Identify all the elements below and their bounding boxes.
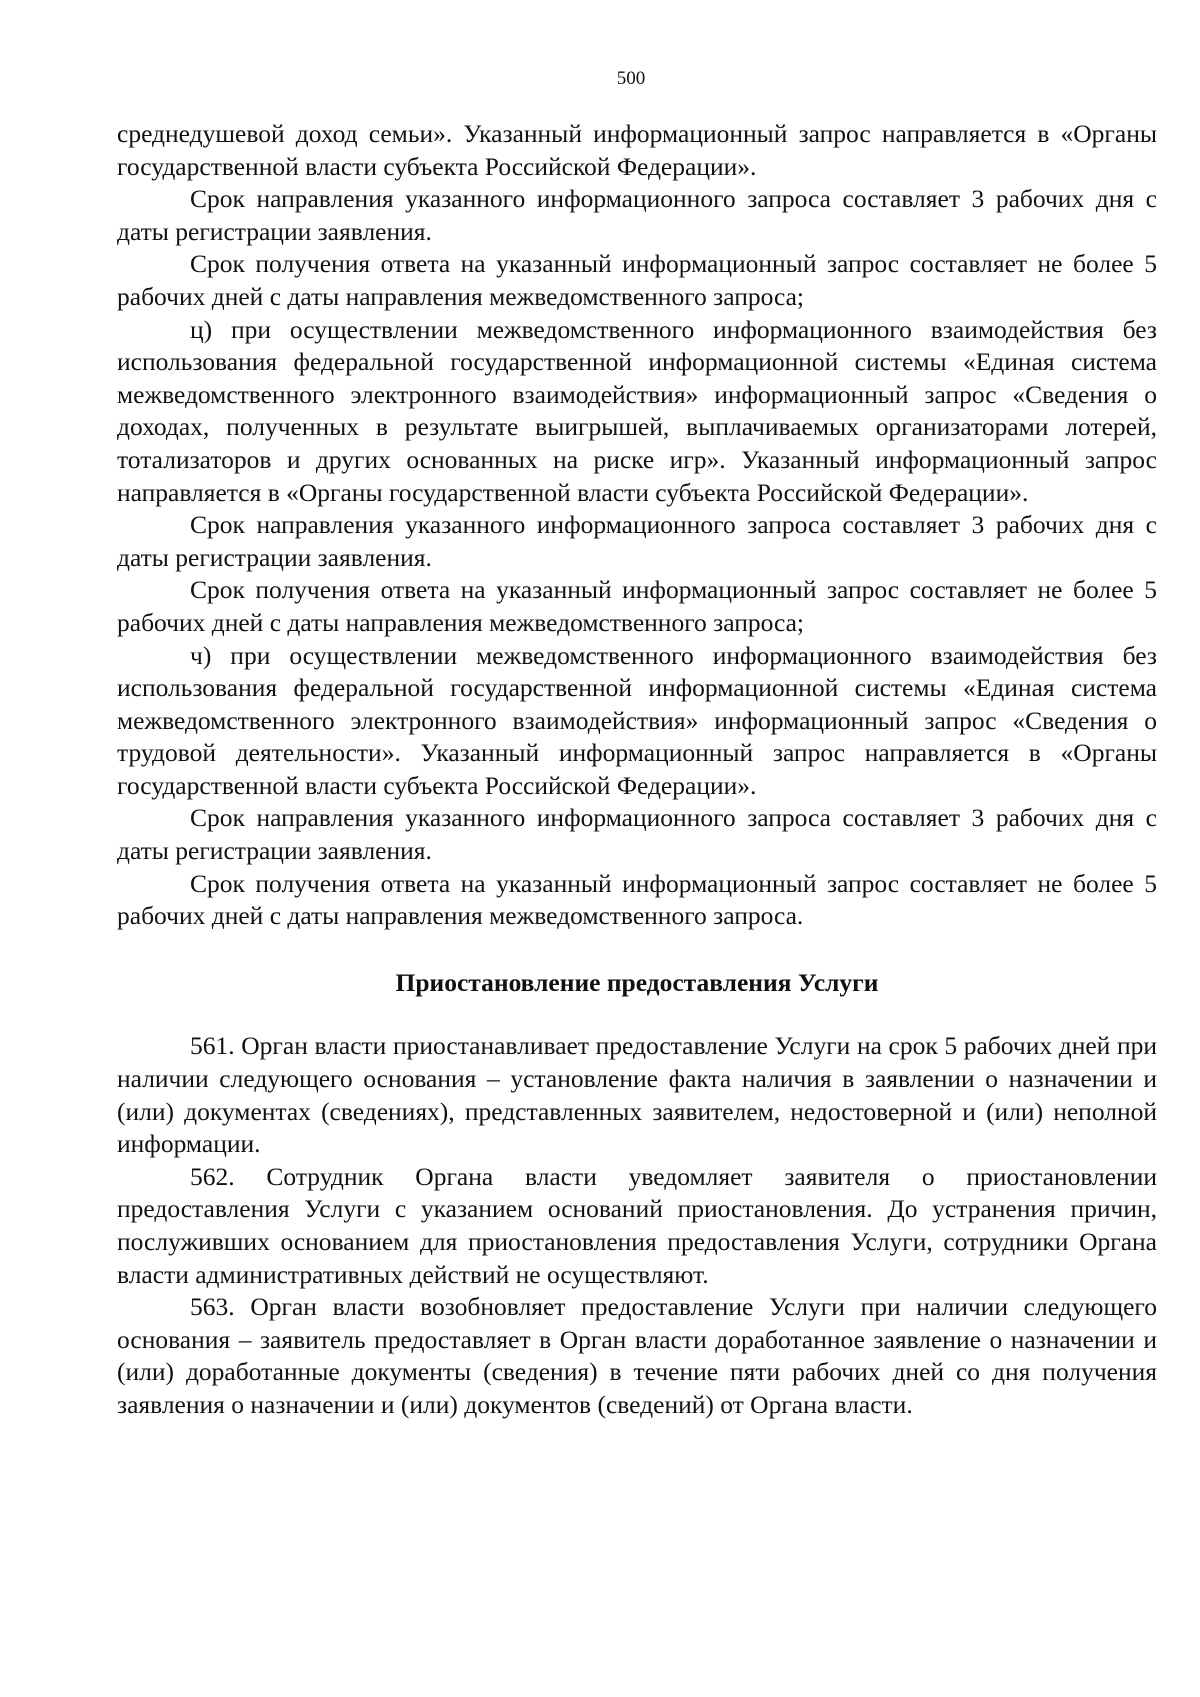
paragraph-continuation: среднедушевой доход семьи». Указанный информационный запрос направляется в «Органы государственной власти субъекта Российской Федерации». — [117, 119, 1157, 181]
paragraph: Срок направления указанного информационного запроса составляет 3 рабочих дня с даты регистрации заявления. — [117, 184, 1157, 246]
paragraph: Срок направления указанного информационного запроса составляет 3 рабочих дня с даты регистрации заявления. — [117, 510, 1157, 572]
paragraph: Срок получения ответа на указанный информационный запрос составляет не более 5 рабочих дней с даты направления межведомственного запроса. — [117, 868, 1157, 931]
paragraph-562: 562. Сотрудник Органа власти уведомляет заявителя о приостановлении предоставления Услуги с указанием оснований приостановления. До устранения причин, послуживших основанием для приостановления предоставления Услуги, сотрудники Органа власти административных действий не осуществляют. — [117, 1161, 1157, 1289]
paragraph: Срок получения ответа на указанный информационный запрос составляет не более 5 рабочих дней с даты направления межведомственного запроса; — [117, 575, 1157, 637]
paragraph-561: 561. Орган власти приостанавливает предоставление Услуги на срок 5 рабочих дней при наличии следующего основания – установление факта наличия в заявлении о назначении и (или) документах (сведениях), представленных заявителем, недостоверной и (или) неполной информации. — [117, 1031, 1157, 1159]
paragraph-563: 563. Орган власти возобновляет предоставление Услуги при наличии следующего основания – заявитель предоставляет в Орган власти доработанное заявление о назначении и (или) доработанные документы (сведения) в течение пяти рабочих дней со дня получения заявления о назначении и (или) документов (сведений) от Органа власти. — [117, 1292, 1157, 1419]
page-number: 500 — [616, 68, 646, 89]
document-body — [117, 118, 1157, 1422]
paragraph-item-ts: ц) при осуществлении межведомственного информационного взаимодействия без использования федеральной государственной информационной системы «Единая система межведомственного электронного взаимодействия» информационный запрос «Сведения о доходах, полученных в результате выигрышей, выплачиваемых организаторами лотерей, тотализаторов и других основанных на риске игр». Указанный информационный запрос направляется в «Органы государственной власти субъекта Российской Федерации». — [117, 314, 1157, 507]
section-heading: Приостановление предоставления Услуги — [395, 967, 879, 997]
paragraph: Срок получения ответа на указанный информационный запрос составляет не более 5 рабочих дней с даты направления межведомственного запроса; — [117, 249, 1157, 311]
paragraph-item-ch: ч) при осуществлении межведомственного информационного взаимодействия без использования федеральной государственной информационной системы «Единая система межведомственного электронного взаимодействия» информационный запрос «Сведения о трудовой деятельности». Указанный информационный запрос направляется в «Органы государственной власти субъекта Российской Федерации». — [117, 640, 1157, 800]
paragraph: Срок направления указанного информационного запроса составляет 3 рабочих дня с даты регистрации заявления. — [117, 803, 1157, 866]
